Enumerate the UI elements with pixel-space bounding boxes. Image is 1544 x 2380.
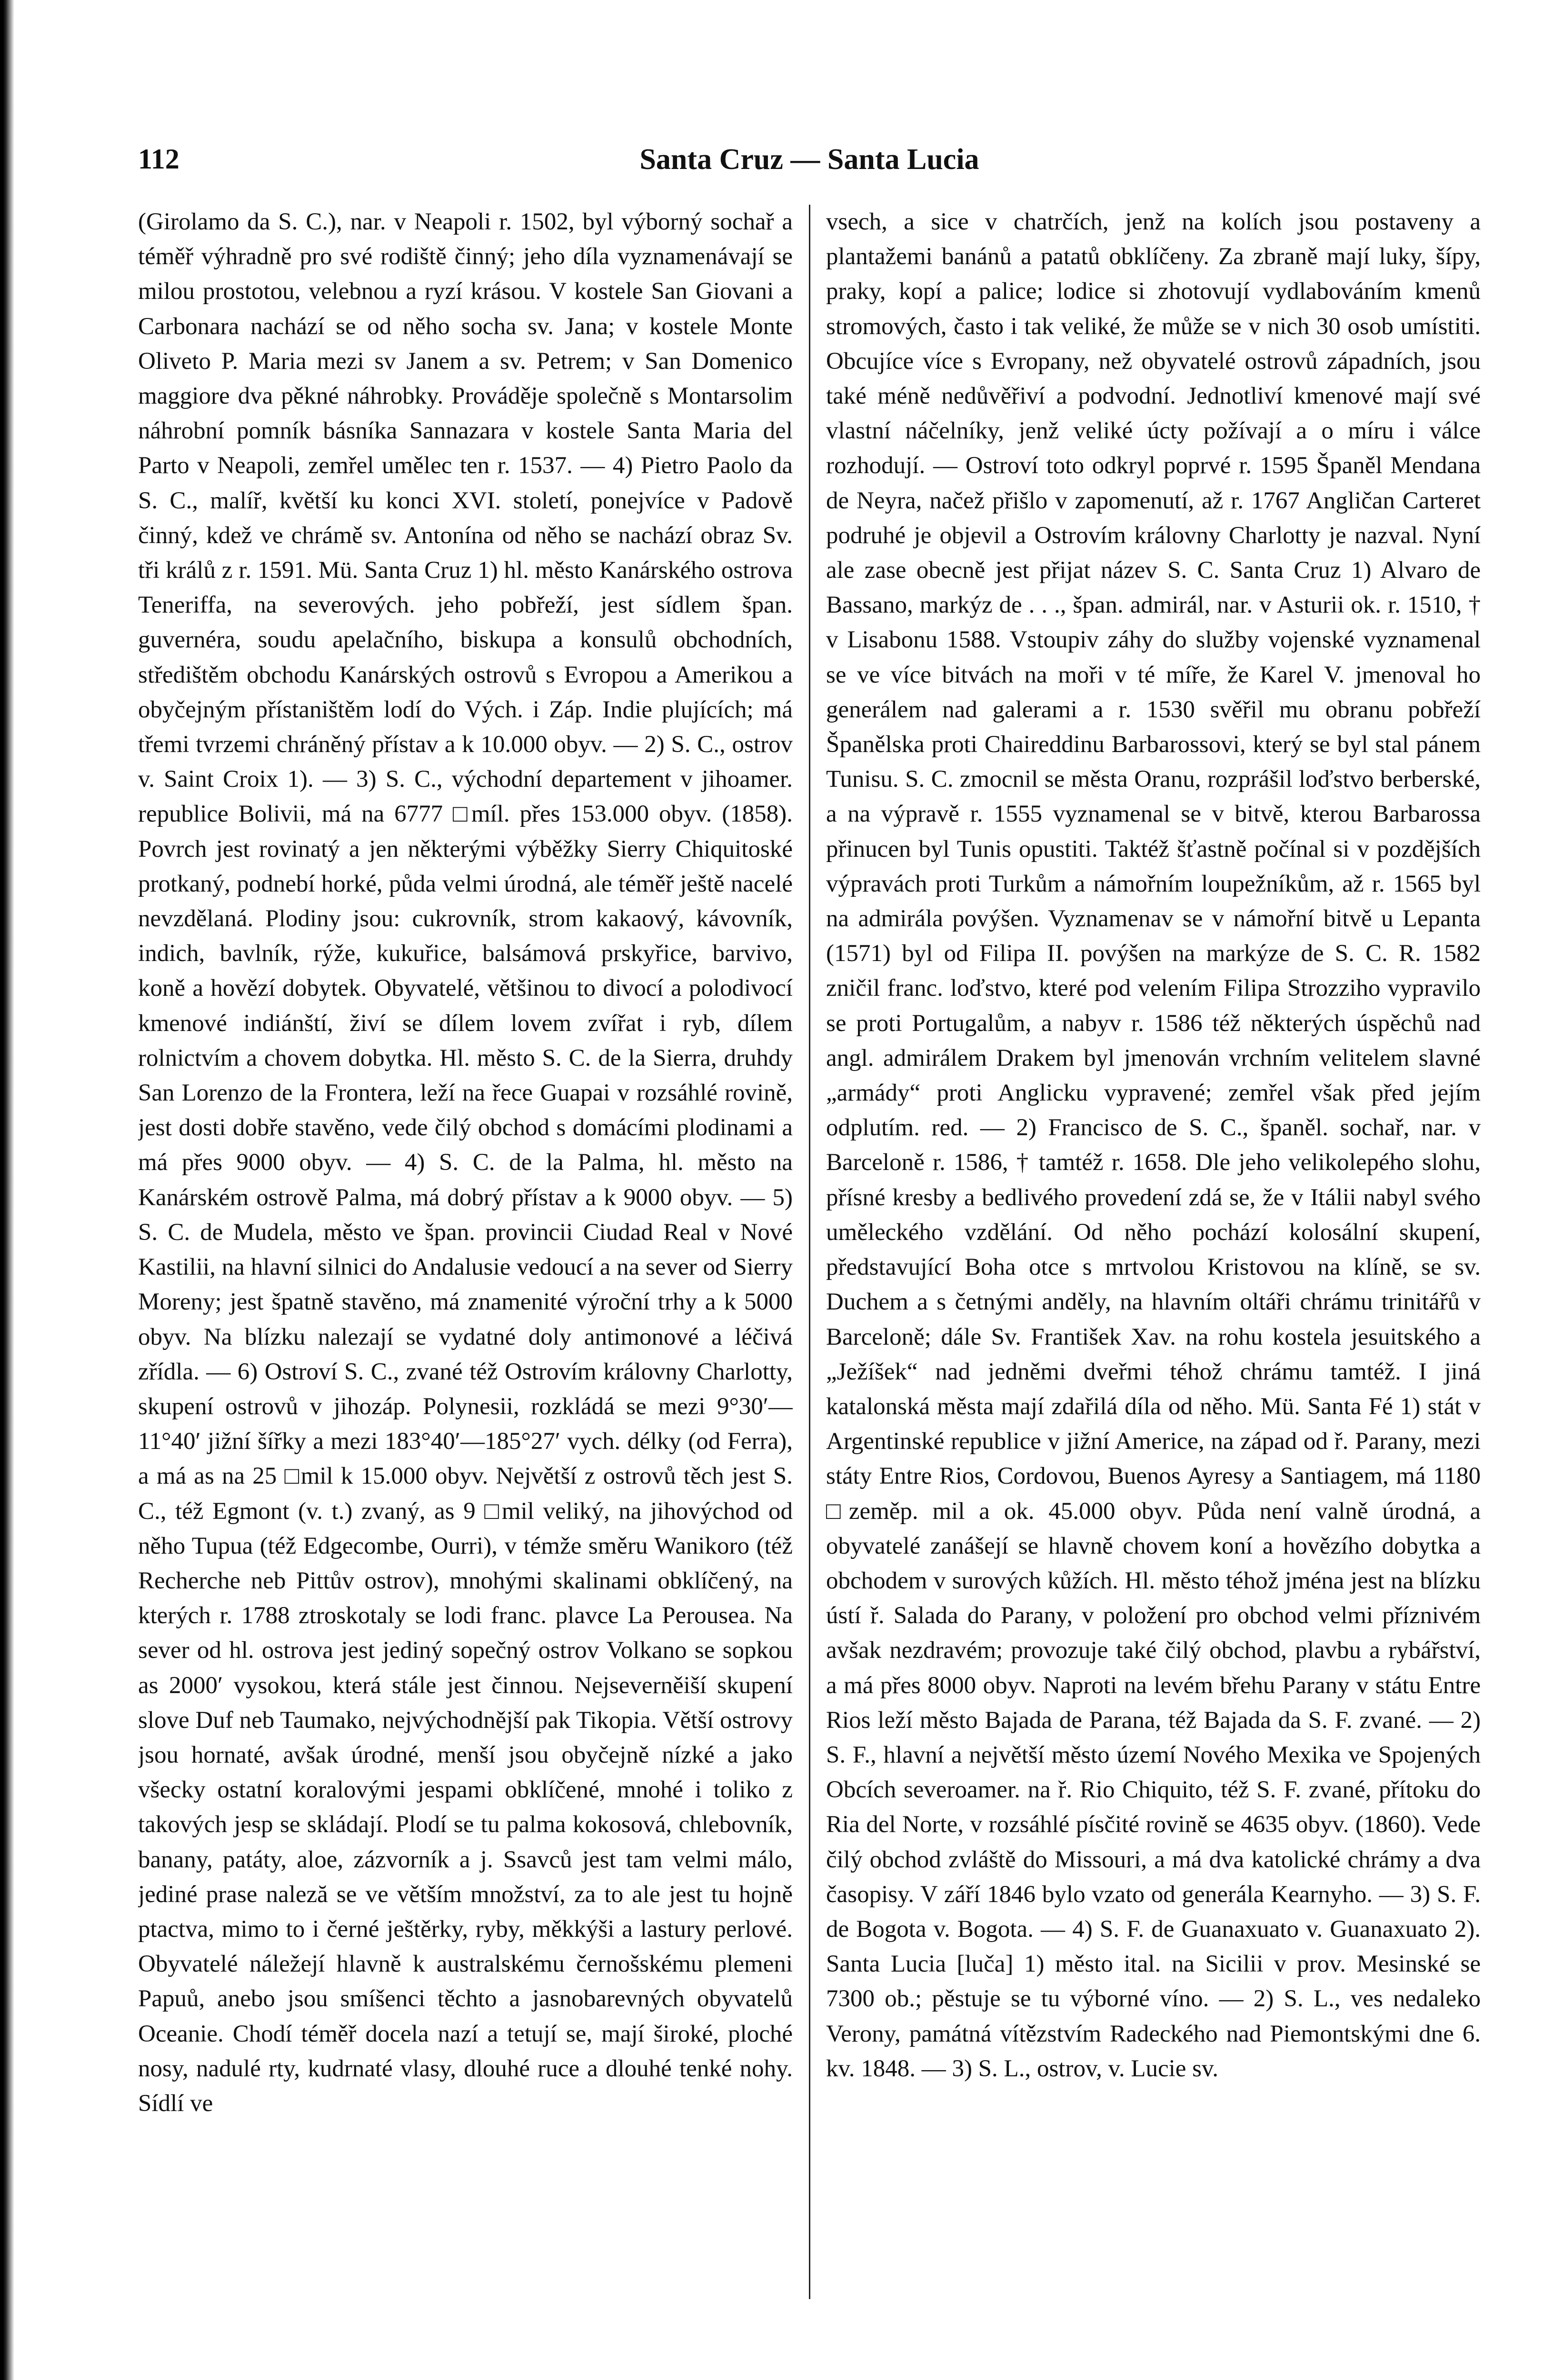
scan-edge [0, 0, 14, 2380]
running-head: Santa Cruz — Santa Lucia [639, 143, 979, 176]
page [138, 143, 1481, 2313]
column-left [138, 205, 793, 2299]
column-divider [809, 205, 810, 2299]
page-header [138, 143, 1481, 181]
column-right-text: vsech, a sice v chatrčích, jenž na kolích jsou postaveny a plantažemi banánů a patatů obklíčeny. Za zbraně mají luky, šípy, praky, kopí a palice; lodice si zhotovují vydlabováním kmenů stromových, často i tak veliké, že může se v nich 30 osob umístiti. Obcujíce více s Evropany, než obyvatelé ostrovů západních, jsou také méně nedůvěřiví a podvodní. Jednotliví kmenové mají své vlastní náčelníky, jenž veliké úcty požívají a o míru i válce rozhodují. — Ostroví toto odkryl poprvé r. 1595 Španěl Mendana de Neyra, načež přišlo v zapomenutí, až r. 1767 Angličan Carteret podruhé je objevil a Ostrovím královny Charlotty je nazval. Nyní ale zase obecně jest přijat název S. C. Santa Cruz 1) Alvaro de Bassano, markýz de . . ., špan. admirál, nar. v Asturii ok. r. 1510, † v Lisabonu 1588. Vstoupiv záhy do služby vojenské vyznamenal se ve více bitvách na moři v té míře, že Karel V. jmenoval ho generálem nad galerami a r. 1530 svěřil mu obranu pobřeží Španělska proti Chaireddinu Barbarossovi, který se byl stal pánem Tunisu. S. C. zmocnil se města Oranu, rozprášil loďstvo berberské, a na výpravě r. 1555 vyznamenal se v bitvě, kterou Barbarossa přinucen byl Tunis opustiti. Taktéž šťastně počínal si v pozdějších výpravách proti Turkům a námořním loupežníkům, až r. 1565 byl na admirála povýšen. Vyznamenav se v námořní bitvě u Lepanta (1571) byl od Filipa II. povýšen na markýze de S. C. R. 1582 zničil franc. loďstvo, které pod velením Filipa Strozziho vypravilo se proti Portugalům, a nabyv r. 1586 též některých úspěchů nad angl. admirálem Drakem byl jmenován vrchním velitelem slavné „armády“ proti Anglicku vypravené; zemřel však před jejím odplutím. red. — 2) Francisco de S. C., španěl. sochař, nar. v Barceloně r. 1586, † tamtéž r. 1658. Dle jeho velikolepého slohu, přísné kresby a bedlivého provedení zdá se, že v Itálii nabyl svého uměleckého vzdělání. Od něho pochází kolosální skupení, představující Boha otce s mrtvolou Kristovou na klíně, se sv. Duchem a s četnými anděly, na hlavním oltáři chrámu trinitářů v Barceloně; dále Sv. František Xav. na rohu kostela jesuitského a „Ježíšek“ nad jedněmi dveřmi téhož chrámu tamtéž. I jiná katalonská města mají zdařilá díla od něho. Mü. Santa Fé 1) stát v Argentinské republice v jižní Americe, na západ od ř. Parany, mezi státy Entre Rios, Cordovou, Buenos Ayresy a Santiagem, má 1180 □zeměp. mil a ok. 45.000 obyv. Půda není valně úrodná, a obyvatelé zanášejí se hlavně chovem koní a hovězího dobytka a obchodem v surových kůžích. Hl. město téhož jména jest na blízku ústí ř. Salada do Parany, v položení pro obchod velmi příznivém avšak nezdravém; provozuje také čilý obchod, plavbu a rybářství, a má přes 8000 obyv. Naproti na levém břehu Parany v státu Entre Rios leží město Bajada de Parana, též Bajada da S. F. zvané. — 2) S. F., hlavní a největší město území Nového Mexika ve Spojených Obcích severoamer. na ř. Rio Chiquito, též S. F. zvané, přítoku do Ria del Norte, v rozsáhlé písčité rovině se 4635 obyv. (1860). Vede čilý obchod zvláště do Missouri, a má dva katolické chrámy a dva časopisy. V září 1846 bylo vzato od generála Kearnyho. — 3) S. F. de Bogota v. Bogota. — 4) S. F. de Guanaxuato v. Guanaxuato 2). Santa Lucia [luča] 1) město ital. na Sicilii v prov. Mesinské se 7300 ob.; pěstuje se tu výborné víno. — 2) S. L., ves nedaleko Verony, památná vítězstvím Radeckého nad Piemontskými dne 6. kv. 1848. — 3) S. L., ostrov, v. Lucie sv. [826, 208, 1481, 2082]
column-left-text: (Girolamo da S. C.), nar. v Neapoli r. 1502, byl výborný sochař a téměř výhradně pro své rodiště činný; jeho díla vyznamenávají se milou prostotou, velebnou a ryzí krásou. V kostele San Giovani a Carbonara nachází se od něho socha sv. Jana; v kostele Monte Oliveto P. Maria mezi sv Janem a sv. Petrem; v San Domenico maggiore dva pěkné náhrobky. Prováděje společně s Montarsolim náhrobní pomník básníka Sannazara v kostele Santa Maria del Parto v Neapoli, zemřel umělec ten r. 1537. — 4) Pietro Paolo da S. C., malíř, květší ku konci XVI. století, ponejvíce v Padově činný, kdež ve chrámě sv. Antonína od něho se nachází obraz Sv. tři králů z r. 1591. Mü. Santa Cruz 1) hl. město Kanárského ostrova Teneriffa, na severových. jeho pobřeží, jest sídlem špan. guvernéra, soudu apelačního, biskupa a konsulů obchodních, středištěm obchodu Kanárských ostrovů s Evropou a Amerikou a obyčejným přístaništěm lodí do Vých. i Záp. Indie plujících; má třemi tvrzemi chráněný přístav a k 10.000 obyv. — 2) S. C., ostrov v. Saint Croix 1). — 3) S. C., východní departement v jihoamer. republice Bolivii, má na 6777 □míl. přes 153.000 obyv. (1858). Povrch jest rovinatý a jen některými výběžky Sierry Chiquitoské protkaný, podnebí horké, půda velmi úrodná, ale téměř ještě nacelé nevzdělaná. Plodiny jsou: cukrovník, strom kakaový, kávovník, indich, bavlník, rýže, kukuřice, balsámová prskyřice, barvivo, koně a hovězí dobytek. Obyvatelé, většinou to divocí a polodivocí kmenové indiánští, živí se dílem lovem zvířat i ryb, dílem rolnictvím a chovem dobytka. Hl. město S. C. de la Sierra, druhdy San Lorenzo de la Frontera, leží na řece Guapai v rozsáhlé rovině, jest dosti dobře stavěno, vede čilý obchod s domácími plodinami a má přes 9000 obyv. — 4) S. C. de la Palma, hl. město na Kanárském ostrově Palma, má dobrý přístav a k 9000 obyv. — 5) S. C. de Mudela, město ve špan. provincii Ciudad Real v Nové Kastilii, na hlavní silnici do Andalusie vedoucí a na sever od Sierry Moreny; jest špatně stavěno, má znamenité výroční trhy a k 5000 obyv. Na blízku nalezají se vydatné doly antimonové a léčivá zřídla. — 6) Ostroví S. C., zvané též Ostrovím královny Charlotty, skupení ostrovů v jihozáp. Polynesii, rozkládá se mezi 9°30′—11°40′ jižní šířky a mezi 183°40′—185°27′ vych. délky (od Ferra), a má as na 25 □mil k 15.000 obyv. Největší z ostrovů těch jest S. C., též Egmont (v. t.) zvaný, as 9 □mil veliký, na jihovýchod od něho Tupua (též Edgecombe, Ourri), v témže směru Wanikoro (též Recherche neb Pittův ostrov), mnohými skalinami obklíčený, na kterých r. 1788 ztroskotaly se lodi franc. plavce La Perousea. Na sever od hl. ostrova jest jediný sopečný ostrov Volkano se sopkou as 2000′ vysokou, která stále jest činnou. Nejseverněiší skupení slove Duf neb Taumako, nejvýchodnější pak Tikopia. Větší ostrovy jsou hornaté, avšak úrodné, menší jsou obyčejně nízké a jako všecky ostatní koralovými jespami obklíčené, mnohé i toliko z takových jesp se skládají. Plodí se tu palma kokosová, chlebovník, banany, patáty, aloe, zázvorník a j. Ssavců jest tam velmi málo, jediné prase naleză se ve větším množství, za to ale jest tu hojně ptactva, mimo to i černé ještěrky, ryby, měkkýši a lastury perlové. Obyvatelé náležejí hlavně k australskému černošskému plemeni Papuů, anebo jsou smíšenci těchto a jasnobarevných obyvatelů Oceanie. Chodí téměř docela nazí a tetují se, mají široké, ploché nosy, nadulé rty, kudrnaté vlasy, dlouhé ruce a dlouhé tenké nohy. Sídlí ve [138, 208, 793, 2117]
page-number: 112 [138, 143, 179, 175]
column-right [826, 205, 1481, 2299]
text-columns [138, 205, 1481, 2299]
